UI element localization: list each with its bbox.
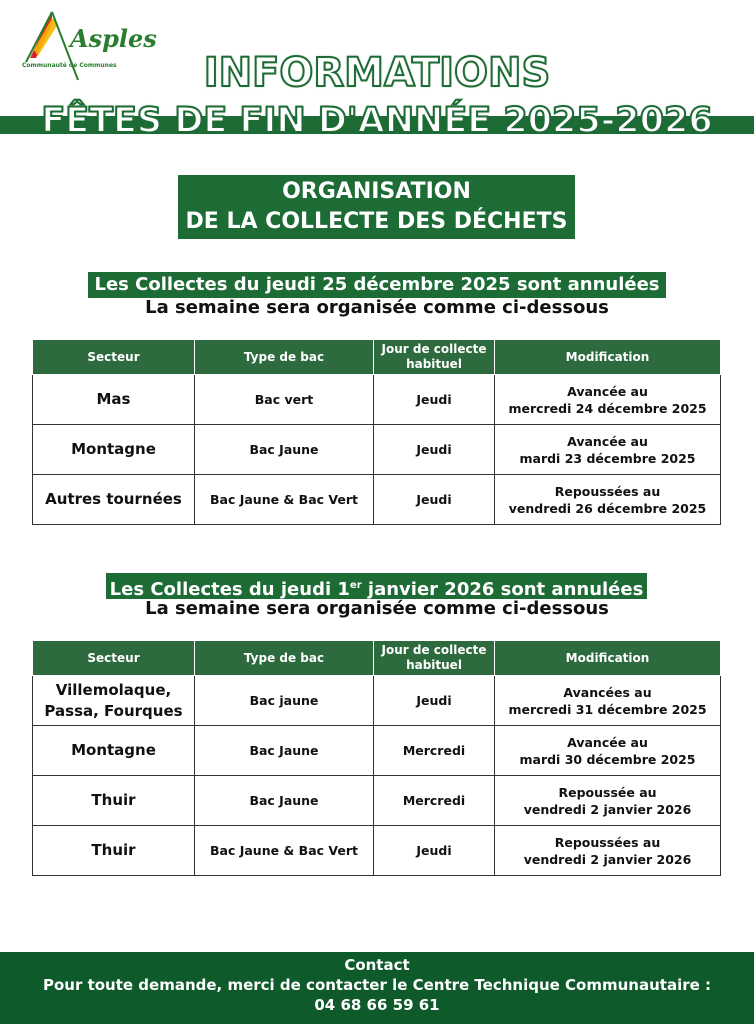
bin-type-cell: Bac jaune — [195, 676, 374, 726]
bin-type-cell: Bac Jaune — [195, 425, 374, 475]
table-header-row — [33, 340, 721, 375]
sector-cell: Mas — [33, 375, 195, 425]
logo-wordmark: Asples — [70, 24, 157, 53]
column-header-bin-type: Type de bac — [195, 340, 374, 375]
bin-type-cell: Bac Jaune — [195, 776, 374, 826]
usual-day-cell: Jeudi — [374, 375, 495, 425]
contact-footer — [0, 952, 754, 1024]
sector-cell: Montagne — [33, 425, 195, 475]
section1-banner: Les Collectes du jeudi 25 décembre 2025 sont annulées — [88, 272, 666, 298]
sector-cell: Montagne — [33, 726, 195, 776]
modification-cell: Avancées au mercredi 31 décembre 2025 — [495, 676, 721, 726]
bin-type-cell: Bac Jaune & Bac Vert — [195, 826, 374, 876]
usual-day-cell: Jeudi — [374, 826, 495, 876]
column-header-bin-type: Type de bac — [195, 641, 374, 676]
contact-text: Pour toute demande, merci de contacter le Centre Technique Communautaire : — [42, 976, 712, 994]
table-row — [33, 475, 721, 525]
schedule-table-1 — [32, 339, 721, 525]
organisation-heading — [178, 175, 575, 239]
contact-heading: Contact — [344, 956, 410, 974]
modification-cell: Avancée au mercredi 24 décembre 2025 — [495, 375, 721, 425]
sector-cell: Villemolaque, Passa, Fourques — [33, 676, 195, 726]
table-header-row — [33, 641, 721, 676]
usual-day-cell: Mercredi — [374, 726, 495, 776]
column-header-usual-day: Jour de collecte habituel — [374, 340, 495, 375]
usual-day-cell: Mercredi — [374, 776, 495, 826]
section2-banner: Les Collectes du jeudi 1er janvier 2026 sont annulées — [106, 573, 647, 599]
sector-cell: Thuir — [33, 826, 195, 876]
table-row — [33, 676, 721, 726]
column-header-modification: Modification — [495, 641, 721, 676]
bin-type-cell: Bac vert — [195, 375, 374, 425]
table-row — [33, 726, 721, 776]
usual-day-cell: Jeudi — [374, 676, 495, 726]
page-title-line2: FÊTES DE FIN D'ANNÉE 2025-2026 — [41, 101, 713, 141]
logo-subtitle: Communauté de Communes — [22, 62, 117, 69]
table-row — [33, 425, 721, 475]
table-row — [33, 776, 721, 826]
column-header-sector: Secteur — [33, 641, 195, 676]
sector-cell: Autres tournées — [33, 475, 195, 525]
usual-day-cell: Jeudi — [374, 425, 495, 475]
column-header-sector: Secteur — [33, 340, 195, 375]
page-title-line1: INFORMATIONS — [203, 50, 551, 96]
modification-cell: Repoussée au vendredi 2 janvier 2026 — [495, 776, 721, 826]
usual-day-cell: Jeudi — [374, 475, 495, 525]
modification-cell: Avancée au mardi 30 décembre 2025 — [495, 726, 721, 776]
organisation-line1: ORGANISATION — [282, 179, 471, 204]
table-row — [33, 375, 721, 425]
modification-cell: Avancée au mardi 23 décembre 2025 — [495, 425, 721, 475]
organisation-line2: DE LA COLLECTE DES DÉCHETS — [185, 209, 568, 234]
contact-phone[interactable]: 04 68 66 59 61 — [314, 996, 440, 1014]
schedule-table-2 — [32, 640, 721, 876]
section1-subtitle: La semaine sera organisée comme ci-dessous — [145, 297, 609, 318]
bin-type-cell: Bac Jaune & Bac Vert — [195, 475, 374, 525]
sector-cell: Thuir — [33, 776, 195, 826]
column-header-usual-day: Jour de collecte habituel — [374, 641, 495, 676]
modification-cell: Repoussées au vendredi 26 décembre 2025 — [495, 475, 721, 525]
table-row — [33, 826, 721, 876]
section2-subtitle: La semaine sera organisée comme ci-dessous — [145, 598, 609, 619]
column-header-modification: Modification — [495, 340, 721, 375]
bin-type-cell: Bac Jaune — [195, 726, 374, 776]
modification-cell: Repoussées au vendredi 2 janvier 2026 — [495, 826, 721, 876]
